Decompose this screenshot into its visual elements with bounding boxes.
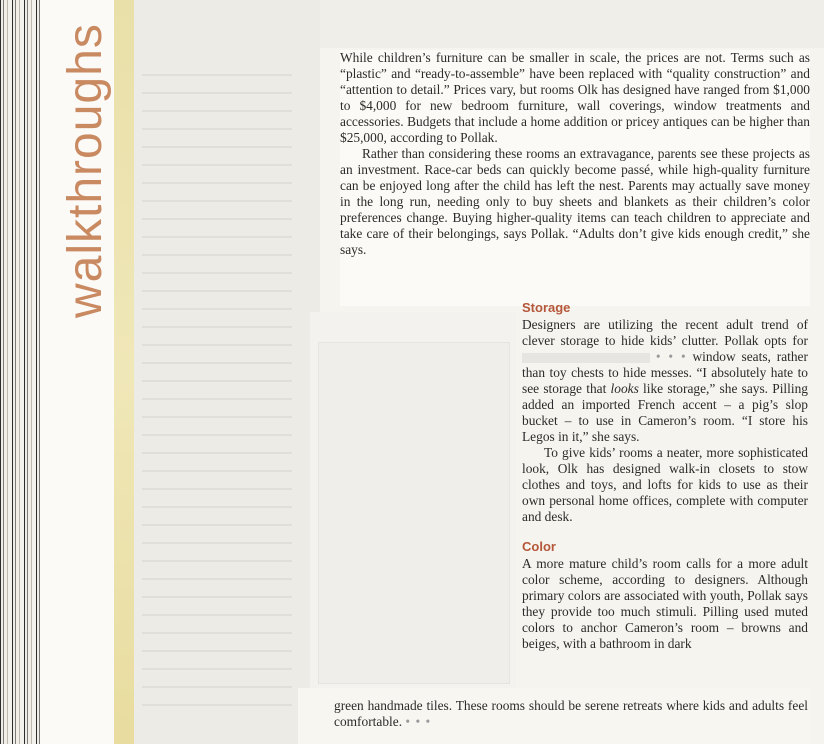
yellow-accent-strip: [114, 0, 134, 744]
intro-text-block: [340, 50, 810, 306]
storage-p1-text-c: like storage,” she says. Pilling added an imported French accent – a pig’s slop bucket – to use in Cameron’s room. “I store his Legos in it,” she says.: [522, 381, 808, 444]
color-heading: Color: [522, 539, 556, 554]
storage-p1-emphasis: looks: [610, 381, 639, 396]
intro-paragraph-1: While children’s furniture can be smaller in scale, the prices are not. Terms such as “plastic” and “ready-to-assemble” have been replaced with “quality construction” and “attention to detail.” Prices vary, but rooms Olk has designed have ranged from $1,000 to $4,000 for new bedroom furniture, wall coverings, window treatments and accessories. Budgets that include a home addition or pricey antiques can be higher than $25,000, according to Pollak.: [340, 50, 810, 145]
photo-frame: [318, 342, 510, 684]
faded-text-lines: [142, 60, 292, 720]
section-title-vertical: walkthroughs: [59, 23, 112, 318]
blurred-text: [522, 353, 650, 363]
ellipsis-dots: • • •: [655, 349, 687, 364]
stacked-page-edges: [0, 0, 40, 744]
storage-heading: Storage: [522, 300, 571, 315]
faded-top-area: [320, 0, 824, 48]
color-paragraph-tail: [334, 698, 808, 730]
storage-paragraph-1: [522, 317, 808, 445]
color-tail-text: green handmade tiles. These rooms should be serene retreats where kids and adults feel comfortable.: [334, 698, 808, 729]
photo-placeholder: [310, 312, 516, 694]
right-column: [522, 300, 808, 652]
ending-dots: • • •: [405, 714, 432, 729]
storage-paragraph-2: To give kids’ rooms a neater, more sophisticated look, Olk has designed walk-in closets to stow clothes and toys, and lofts for kids to use as their own personal home offices, complete with computer and desk.: [522, 445, 808, 524]
bottom-text: [334, 698, 808, 730]
color-paragraph-1: A more mature child’s room calls for a more adult color scheme, according to designers. Although primary colors are associated with youth, Pollak says they provide too much stimuli. Pilling used muted colors to anchor Cameron’s room – browns and beiges, with a bathroom in dark: [522, 556, 808, 651]
intro-paragraph-2: Rather than considering these rooms an extravagance, parents see these projects as an investment. Race-car beds can quickly become passé, while high-quality furniture can be enjoyed long after the child has left the nest. Parents may actually save money in the long run, needing only to buy sheets and blankets as their children’s color preferences change. Buying higher-quality items can teach children to appreciate and take care of their belongings, says Pollak. “Adults don’t give kids enough credit,” she says.: [340, 146, 810, 257]
storage-p1-text-b: window seats, rather than toy chests to hide messes. “I absolutely hate to see storage that: [522, 349, 808, 396]
storage-p1-text-a: Designers are utilizing the recent adult trend of clever storage to hide kids’ clutter. Pollak opts for: [522, 317, 808, 348]
